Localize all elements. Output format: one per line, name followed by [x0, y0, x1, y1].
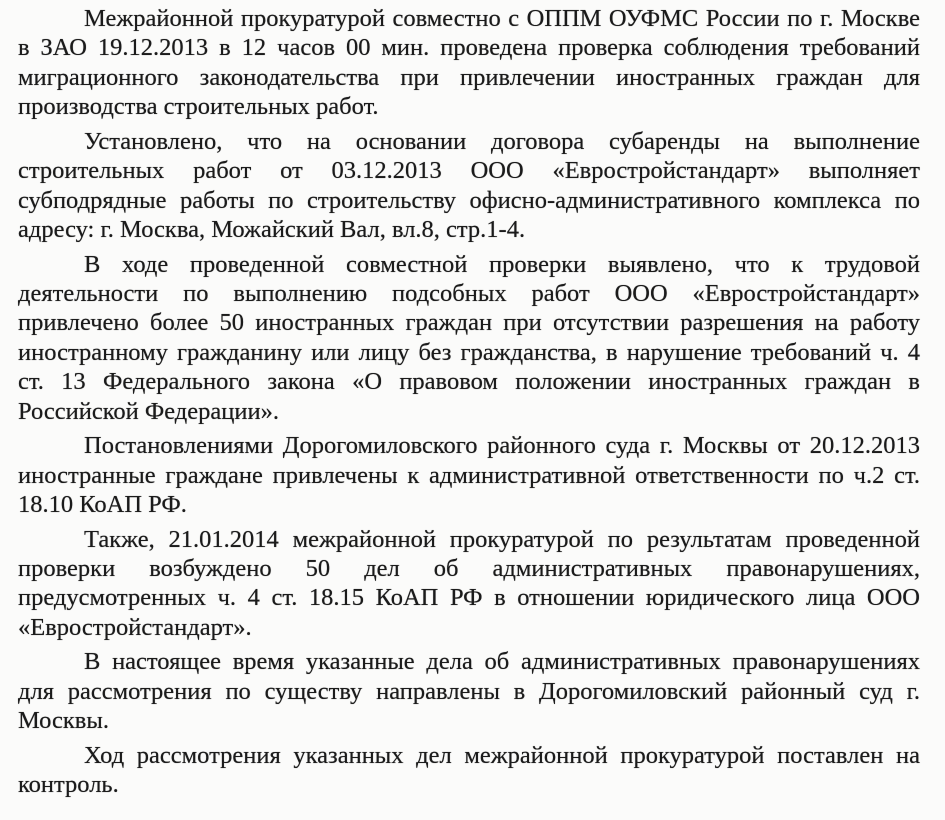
paragraph-court-rulings: Постановлениями Дорогомиловского районного суда г. Москвы от 20.12.2013 иностранные граждане привлечены к административной ответственности по ч.2 ст. 18.10 КоАП РФ.	[18, 432, 920, 519]
paragraph-cases-sent: В настоящее время указанные дела об административных правонарушениях для рассмотрения по существу направлены в Дорогомиловский районный суд г. Москвы.	[18, 648, 920, 735]
paragraph-control: Ход рассмотрения указанных дел межрайонной прокуратурой поставлен на контроль.	[18, 741, 920, 799]
paragraph-cases-opened: Также, 21.01.2014 межрайонной прокуратурой по результатам проведенной проверки возбуждено 50 дел об административных правонарушениях, предусмотренных ч. 4 ст. 18.15 КоАП РФ в отношении юридического лица ООО «Евростройстандарт».	[18, 525, 920, 641]
paragraph-inspection: Межрайонной прокуратурой совместно с ОППМ ОУФМС России по г. Москве в ЗАО 19.12.2013 в 12 часов 00 мин. проведена проверка соблюдения требований миграционного законодательства при привлечении иностранных граждан для производства строительных работ.	[18, 5, 920, 121]
paragraph-contract: Установлено, что на основании договора субаренды на выполнение строительных работ от 03.12.2013 ООО «Евростройстандарт» выполняет субподрядные работы по строительству офисно-административного комплекса по адресу: г. Москва, Можайский Вал, вл.8, стр.1-4.	[18, 127, 920, 244]
paragraph-violation: В ходе проведенной совместной проверки выявлено, что к трудовой деятельности по выполнению подсобных работ ООО «Евростройстандарт» привлечено более 50 иностранных граждан при отсутствии разрешения на работу иностранному гражданину или лицу без гражданства, в нарушение требований ч. 4 ст. 13 Федерального закона «О правовом положении иностранных граждан в Российской Федерации».	[18, 250, 920, 425]
document-body	[18, 4, 920, 800]
